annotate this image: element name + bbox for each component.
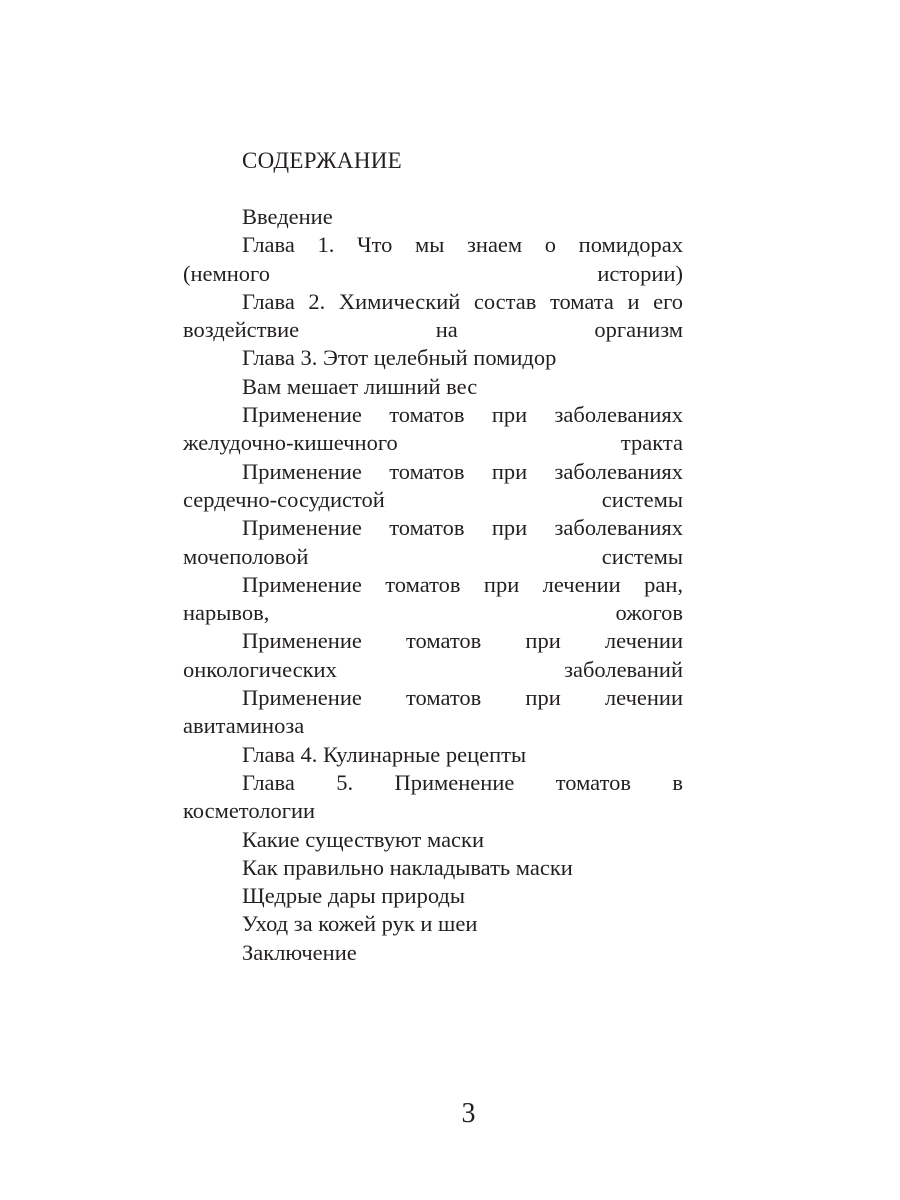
toc-entry-text: Глава 5. Применение томатов в xyxy=(242,769,683,795)
toc-entry-conclusion[interactable] xyxy=(183,939,683,967)
toc-entry-intro[interactable] xyxy=(183,203,683,231)
toc-entry-wounds[interactable] xyxy=(183,571,683,628)
toc-entry-text-cont: желудочно-кишечного тракта xyxy=(183,430,683,456)
toc-entry-text: Применение томатов при лечении xyxy=(242,628,683,654)
toc-entry-text: Уход за кожей рук и шеи xyxy=(242,911,478,937)
toc-entry-text-cont: нарывов, ожогов xyxy=(183,600,683,626)
toc-entry-text: Применение томатов при заболеваниях xyxy=(242,515,683,541)
toc-entry-text: Глава 1. Что мы знаем о помидорах xyxy=(242,232,683,258)
toc-entry-text: Глава 3. Этот целебный помидор xyxy=(242,345,557,371)
toc-entry-text-cont: онкологических заболеваний xyxy=(183,656,683,682)
toc-entry-text-cont: авитаминоза xyxy=(183,713,305,739)
toc-entry-text-cont: сердечно-сосудистой системы xyxy=(183,486,683,512)
toc-entry-text: Применение томатов при лечении xyxy=(242,685,683,711)
toc-entry-text: Как правильно накладывать маски xyxy=(242,854,573,880)
toc-entry-text-cont: воздействие на организм xyxy=(183,317,683,343)
toc-entry-text: Глава 4. Кулинарные рецепты xyxy=(242,741,527,767)
toc-entry-gastro[interactable] xyxy=(183,401,683,458)
toc-entry-text: Глава 2. Химический состав томата и его xyxy=(242,288,683,314)
toc-entry-text-cont: (немного истории) xyxy=(183,260,683,286)
page-title: СОДЕРЖАНИЕ xyxy=(242,148,403,173)
toc-entry-hands-neck[interactable] xyxy=(183,910,683,938)
toc-entry-masks-apply[interactable] xyxy=(183,854,683,882)
toc-entry-urogenital[interactable] xyxy=(183,514,683,571)
toc-entry-text-cont: мочеполовой системы xyxy=(183,543,683,569)
toc-entry-masks-types[interactable] xyxy=(183,826,683,854)
toc-entry-avitaminosis[interactable] xyxy=(183,684,683,741)
toc-entry-text: Вам мешает лишний вес xyxy=(242,373,478,399)
toc-entry-text: Применение томатов при заболеваниях xyxy=(242,402,683,428)
toc-entry-oncology[interactable] xyxy=(183,627,683,684)
toc-entry-text: Щедрые дары природы xyxy=(242,883,465,909)
toc-entry-text: Применение томатов при лечении ран, xyxy=(242,571,683,597)
toc-entry-text: Какие существуют маски xyxy=(242,826,485,852)
page-number: 3 xyxy=(461,1098,476,1129)
toc-entry-chapter-2[interactable] xyxy=(183,288,683,345)
toc-entry-gifts[interactable] xyxy=(183,882,683,910)
toc-entry-chapter-5[interactable] xyxy=(183,769,683,826)
toc-entry-cardio[interactable] xyxy=(183,458,683,515)
toc-entry-text: Введение xyxy=(242,204,333,229)
toc-entry-text-cont: косметологии xyxy=(183,798,316,824)
toc-entry-text: Заключение xyxy=(242,939,357,965)
toc-entry-chapter-1[interactable] xyxy=(183,231,683,288)
toc-entry-chapter-4[interactable] xyxy=(183,741,683,769)
table-of-contents xyxy=(183,203,683,967)
toc-entry-weight[interactable] xyxy=(183,373,683,401)
toc-entry-chapter-3[interactable] xyxy=(183,344,683,372)
toc-entry-text: Применение томатов при заболеваниях xyxy=(242,458,683,484)
